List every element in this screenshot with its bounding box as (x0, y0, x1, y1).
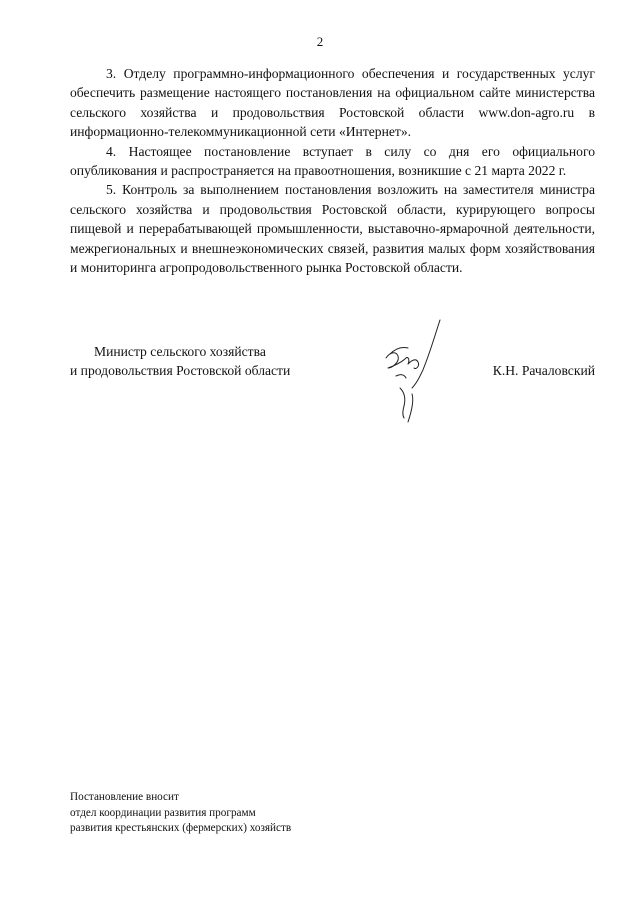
document-body (70, 64, 595, 277)
footer-line-1: Постановление вносит (70, 791, 179, 803)
signatory-title-line-1: Министр сельского хозяйства (94, 344, 266, 359)
footer-line-2: отдел координации развития программ (70, 806, 256, 819)
signatory-name: К.Н. Рачаловский (492, 363, 595, 378)
handwritten-signature (378, 318, 458, 426)
paragraph-3: 3. Отделу программно-информационного обеспечения и государственных услуг обеспечить размещение настоящего постановления на официальном сайте министерства сельского хозяйства и продовольствия Ростовской области www.don-agro.ru в информационно-телекоммуникационной сети «Интернет». (70, 66, 595, 140)
page-number: 2 (316, 34, 324, 49)
paragraph-5: 5. Контроль за выполнением постановления возложить на заместителя министра сельского хозяйства и продовольствия Ростовской области, курирующего вопросы пищевой и перерабатывающей промышленности, выставочно-ярмарочной деятельности, межрегиональных и внешнеэкономических связей, развития малых форм хозяйствования и мониторинга агропродовольственного рынка Ростовской области. (70, 182, 595, 276)
footer-line-3: развития крестьянских (фермерских) хозяйств (70, 822, 292, 834)
signature-block (70, 342, 595, 422)
signatory-title-line-2: и продовольствия Ростовской области (70, 363, 291, 378)
paragraph-4: 4. Настоящее постановление вступает в силу со дня его официального опубликования и распространяется на правоотношения, возникшие с 21 марта 2022 г. (70, 143, 595, 179)
footer-note (70, 790, 291, 837)
